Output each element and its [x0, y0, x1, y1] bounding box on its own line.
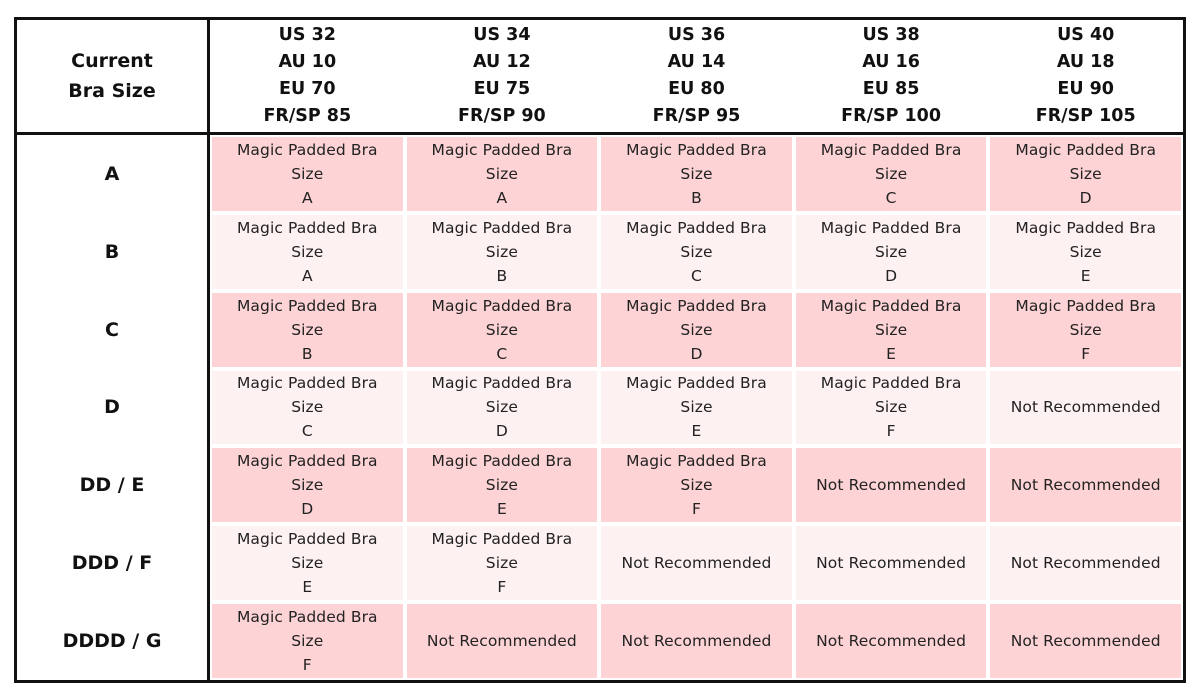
recommended-size-cell — [601, 293, 792, 367]
cell-text-line1: Magic Padded Bra — [431, 296, 573, 315]
cell-text-line2: Size — [485, 320, 518, 339]
fr-sp-size: FR/SP 85 — [263, 106, 352, 126]
us-size: US 32 — [278, 25, 336, 45]
cell-text-line3: D — [301, 500, 314, 519]
recommended-size-cell — [212, 371, 403, 445]
cell-text-line3: C — [885, 188, 897, 207]
cell-text-line1: Magic Padded Bra — [431, 140, 573, 159]
cell-text-line1: Not Recommended — [1010, 632, 1161, 651]
recommended-size-cell — [796, 137, 987, 211]
cell-text-line2: Size — [1069, 242, 1102, 261]
cell-text-line2: Size — [291, 242, 324, 261]
fr-sp-size: FR/SP 105 — [1035, 106, 1136, 126]
cell-text-line2: Size — [291, 476, 324, 495]
recommended-size-cell — [407, 215, 598, 289]
cell-text-line3: E — [886, 344, 897, 363]
cell-text-line1: Magic Padded Bra — [236, 452, 378, 471]
recommended-size-cell — [212, 293, 403, 367]
cell-text-line1: Not Recommended — [816, 632, 967, 651]
cell-text-line1: Magic Padded Bra — [626, 452, 767, 471]
recommended-size-cell — [407, 293, 598, 367]
cell-text-line3: D — [495, 422, 508, 441]
cell-text-line1: Magic Padded Bra — [431, 374, 573, 393]
cell-text-line1: Magic Padded Bra — [431, 218, 573, 237]
current-bra-size-header — [17, 20, 210, 135]
cell-text-line1: Magic Padded Bra — [431, 452, 573, 471]
cell-text-line3: C — [301, 422, 313, 441]
cup-size-label: D — [17, 369, 210, 447]
cell-text-line3: D — [1079, 188, 1092, 207]
cell-text-line1: Magic Padded Bra — [236, 140, 378, 159]
eu-size: EU 90 — [1057, 79, 1114, 99]
recommended-size-cell — [407, 526, 598, 600]
cell-text-line2: Size — [291, 554, 324, 573]
size-chart-table — [14, 17, 1186, 683]
cell-text-line1: Magic Padded Bra — [1015, 140, 1157, 159]
cell-text-line3: A — [301, 188, 313, 207]
recommended-size-cell — [407, 448, 598, 522]
cell-text-line2: Size — [485, 476, 518, 495]
not-recommended-cell — [796, 448, 987, 522]
cell-text-line3: D — [885, 266, 898, 285]
recommended-size-cell — [212, 448, 403, 522]
cell-text-line3: E — [691, 422, 702, 441]
cell-text-line3: E — [1080, 266, 1091, 285]
cell-text-line2: Size — [485, 242, 518, 261]
us-size: US 38 — [862, 25, 920, 45]
recommended-size-cell — [212, 137, 403, 211]
recommended-size-cell — [990, 137, 1181, 211]
cup-size-label: DDD / F — [17, 524, 210, 602]
cell-text-line1: Not Recommended — [621, 554, 772, 573]
not-recommended-cell — [990, 448, 1181, 522]
cell-text-line2: Size — [874, 164, 908, 183]
current-bra-size-line1: Current — [71, 50, 153, 72]
recommended-size-cell — [796, 371, 987, 445]
cell-text-line2: Size — [291, 632, 324, 651]
current-bra-size-line2: Bra Size — [68, 80, 156, 102]
cell-text-line2: Size — [680, 242, 713, 261]
cell-text-line1: Magic Padded Bra — [626, 218, 767, 237]
not-recommended-cell — [601, 526, 792, 600]
recommended-size-cell — [796, 293, 987, 367]
not-recommended-cell — [990, 526, 1181, 600]
cell-text-line1: Magic Padded Bra — [236, 374, 378, 393]
cell-text-line3: B — [496, 266, 508, 285]
eu-size: EU 85 — [862, 79, 920, 99]
cell-text-line3: B — [691, 188, 702, 207]
recommended-size-cell — [407, 137, 598, 211]
recommended-size-cell — [601, 371, 792, 445]
cell-text-line2: Size — [1069, 320, 1102, 339]
cell-text-line1: Magic Padded Bra — [820, 218, 962, 237]
cell-text-line2: Size — [485, 398, 518, 417]
cup-size-label: DD / E — [17, 446, 210, 524]
not-recommended-cell — [407, 604, 598, 678]
cell-text-line1: Magic Padded Bra — [236, 608, 378, 627]
cell-text-line2: Size — [680, 476, 713, 495]
not-recommended-cell — [601, 604, 792, 678]
au-size: AU 12 — [473, 52, 531, 72]
cell-text-line2: Size — [874, 398, 908, 417]
cell-text-line1: Magic Padded Bra — [431, 530, 573, 549]
recommended-size-cell — [407, 371, 598, 445]
cell-text-line1: Magic Padded Bra — [626, 296, 767, 315]
band-size-header — [210, 20, 405, 135]
cup-size-label: C — [17, 291, 210, 369]
recommended-size-cell — [212, 526, 403, 600]
recommended-size-cell — [212, 604, 403, 678]
cup-size-label: DDDD / G — [17, 602, 210, 680]
cell-text-line2: Size — [680, 164, 713, 183]
eu-size: EU 80 — [668, 79, 725, 99]
au-size: AU 16 — [862, 52, 920, 72]
cell-text-line1: Magic Padded Bra — [626, 374, 767, 393]
cell-text-line1: Magic Padded Bra — [1015, 218, 1157, 237]
cell-text-line3: F — [886, 422, 896, 441]
fr-sp-size: FR/SP 95 — [652, 106, 741, 126]
cell-text-line1: Not Recommended — [426, 632, 577, 651]
band-size-header — [405, 20, 600, 135]
eu-size: EU 75 — [473, 79, 531, 99]
cell-text-line3: E — [496, 500, 507, 519]
cell-text-line1: Not Recommended — [816, 476, 967, 495]
band-size-header — [599, 20, 794, 135]
not-recommended-cell — [796, 604, 987, 678]
recommended-size-cell — [212, 215, 403, 289]
cell-text-line1: Not Recommended — [1010, 476, 1161, 495]
band-size-header — [794, 20, 989, 135]
us-size: US 34 — [473, 25, 531, 45]
fr-sp-size: FR/SP 90 — [458, 106, 546, 126]
cell-text-line1: Not Recommended — [621, 632, 772, 651]
not-recommended-cell — [796, 526, 987, 600]
au-size: AU 14 — [667, 52, 726, 72]
cell-text-line1: Not Recommended — [1010, 398, 1161, 417]
cell-text-line2: Size — [291, 164, 324, 183]
cell-text-line3: A — [301, 266, 313, 285]
cell-text-line2: Size — [485, 554, 518, 573]
cell-text-line2: Size — [680, 320, 713, 339]
cell-text-line3: E — [302, 578, 313, 597]
cell-text-line1: Magic Padded Bra — [236, 296, 378, 315]
us-size: US 36 — [667, 25, 726, 45]
cell-text-line1: Magic Padded Bra — [820, 296, 962, 315]
cell-text-line2: Size — [1069, 164, 1102, 183]
recommended-size-cell — [601, 215, 792, 289]
fr-sp-size: FR/SP 100 — [841, 106, 942, 126]
cell-text-line3: C — [691, 266, 702, 285]
cell-text-line1: Magic Padded Bra — [820, 374, 962, 393]
cell-text-line2: Size — [291, 320, 324, 339]
cell-text-line3: D — [690, 344, 703, 363]
recommended-size-cell — [796, 215, 987, 289]
current-bra-size-label — [68, 46, 155, 106]
cell-text-line1: Magic Padded Bra — [820, 140, 962, 159]
us-size: US 40 — [1057, 25, 1115, 45]
cell-text-line2: Size — [485, 164, 518, 183]
cell-text-line1: Magic Padded Bra — [236, 218, 378, 237]
cell-text-line1: Magic Padded Bra — [236, 530, 378, 549]
au-size: AU 18 — [1056, 52, 1115, 72]
recommended-size-cell — [990, 215, 1181, 289]
not-recommended-cell — [990, 371, 1181, 445]
cup-size-label: A — [17, 135, 210, 213]
cell-text-line2: Size — [680, 398, 713, 417]
cell-text-line1: Magic Padded Bra — [1015, 296, 1157, 315]
recommended-size-cell — [990, 293, 1181, 367]
cell-text-line1: Not Recommended — [816, 554, 967, 573]
cell-text-line1: Magic Padded Bra — [626, 140, 767, 159]
cup-size-label: B — [17, 213, 210, 291]
cell-text-line3: F — [691, 500, 701, 519]
cell-text-line3: F — [497, 578, 507, 597]
cell-text-line3: B — [301, 344, 313, 363]
au-size: AU 10 — [278, 52, 337, 72]
cell-text-line2: Size — [291, 398, 324, 417]
cell-text-line1: Not Recommended — [1010, 554, 1161, 573]
cell-text-line3: A — [496, 188, 508, 207]
cell-text-line2: Size — [874, 242, 908, 261]
not-recommended-cell — [990, 604, 1181, 678]
cell-text-line3: F — [302, 656, 312, 675]
eu-size: EU 70 — [278, 79, 336, 99]
cell-text-line2: Size — [874, 320, 908, 339]
cell-text-line3: F — [1081, 344, 1091, 363]
recommended-size-cell — [601, 448, 792, 522]
recommended-size-cell — [601, 137, 792, 211]
cell-text-line3: C — [496, 344, 508, 363]
band-size-header — [988, 20, 1183, 135]
